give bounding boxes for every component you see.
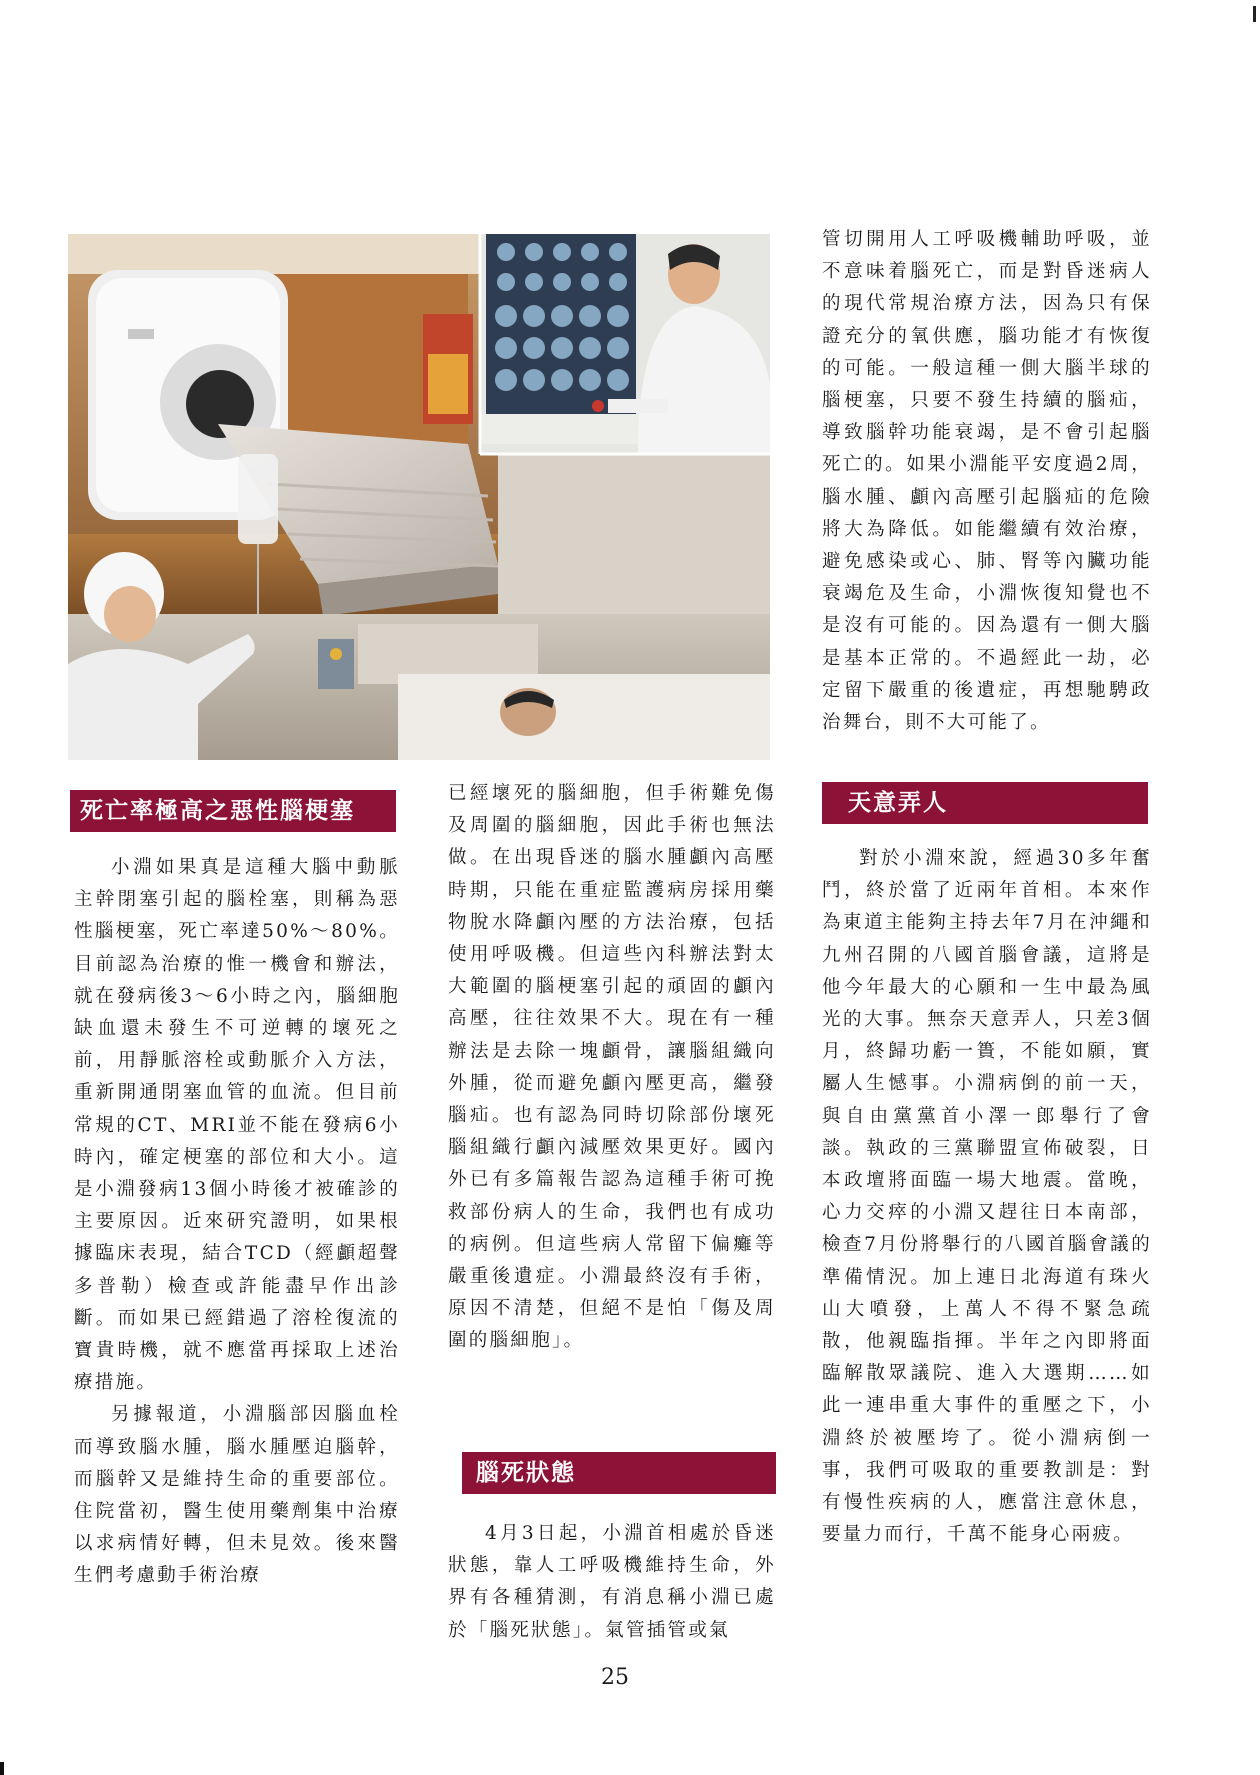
scan-edge-mark — [1253, 6, 1256, 22]
paragraph: 小淵如果真是這種大腦中動脈主幹閉塞引起的腦栓塞，則稱為惡性腦梗塞，死亡率達50%～80%。目前認為治療的惟一機會和辦法，就在發病後3～6小時之內，腦細胞缺血還未發生不可逆轉的壞死之前，用靜脈溶栓或動脈介入方法，重新開通閉塞血管的血流。但目前常規的CT、MRI並不能在發病6小時內，確定梗塞的部位和大小。這是小淵發病13個小時後才被確診的主要原因。近來研究證明，如果根據臨床表現，結合TCD（經顱超聲多普勒）檢查或許能盡早作出診斷。而如果已經錯過了溶栓復流的寶貴時機，就不應當再採取上述治療措施。 — [74, 857, 400, 1394]
paragraph: 4月3日起，小淵首相處於昏迷狀態，靠人工呼吸機維持生命，外界有各種猜測，有消息稱小淵已處於「腦死狀態」。氣管插管或氣 — [448, 1523, 776, 1641]
article-column-middle-lower — [448, 1518, 776, 1647]
paragraph: 對於小淵來說，經過30多年奮鬥，終於當了近兩年首相。本來作為東道主能夠主持去年7月在沖繩和九州召開的八國首腦會議，這將是他今年最大的心願和一生中最為風光的大事。無奈天意弄人，只差3個月，終歸功虧一簣，不能如願，實屬人生憾事。小淵病倒的前一天，與自由黨黨首小澤一郎舉行了會談。執政的三黨聯盟宣佈破裂，日本政壇將面臨一場大地震。當晚，心力交瘁的小淵又趕往日本南部，檢查7月份將舉行的八國首腦會議的準備情況。加上連日北海道有珠火山大噴發，上萬人不得不緊急疏散，他親臨指揮。半年之內即將面臨解散眾議院、進入大選期……如此一連串重大事件的重壓之下，小淵終於被壓垮了。從小淵病倒一事，我們可吸取的重要教訓是：對有慢性疾病的人，應當注意休息，要量力而行，千萬不能身心兩疲。 — [822, 848, 1152, 1546]
article-column-right-lower — [822, 843, 1152, 1551]
article-column-right — [822, 224, 1152, 739]
section-heading-fate: 天意弄人 — [822, 782, 1148, 824]
section-heading-malignant-infarction: 死亡率極高之惡性腦梗塞 — [70, 790, 396, 832]
article-column-left — [74, 852, 400, 1593]
paragraph: 已經壞死的腦細胞，但手術難免傷及周圍的腦細胞，因此手術也無法做。在出現昏迷的腦水腫顱內高壓時期，只能在重症監護病房採用藥物脫水降顱內壓的方法治療，包括使用呼吸機。但這些內科辦法對太大範圍的腦梗塞引起的頑固的顱內高壓，往往效果不大。現在有一種辦法是去除一塊顱骨，讓腦組織向外腫，從而避免顱內壓更高，繼發腦疝。也有認為同時切除部份壞死腦組織行顱內減壓效果更好。國內外已有多篇報告認為這種手術可挽救部份病人的生命，我們也有成功的病例。但這些病人常留下偏癱等嚴重後遺症。小淵最終沒有手術，原因不清楚，但絕不是怕「傷及周圍的腦細胞」。 — [448, 783, 776, 1352]
section-heading-brain-death: 腦死狀態 — [462, 1452, 776, 1494]
article-column-middle — [448, 778, 776, 1358]
paragraph: 另據報道，小淵腦部因腦血栓而導致腦水腫，腦水腫壓迫腦幹，而腦幹又是維持生命的重要部位。住院當初，醫生使用藥劑集中治療以求病情好轉，但未見效。後來醫生們考慮動手術治療 — [74, 1404, 400, 1587]
page-number: 25 — [601, 1665, 629, 1690]
hospital-photo-collage — [68, 234, 770, 760]
paragraph: 管切開用人工呼吸機輔助呼吸，並不意味着腦死亡，而是對昏迷病人的現代常規治療方法，因為只有保證充分的氧供應，腦功能才有恢復的可能。一般這種一側大腦半球的腦梗塞，只要不發生持續的腦疝，導致腦幹功能衰竭，是不會引起腦死亡的。如果小淵能平安度過2周，腦水腫、顱內高壓引起腦疝的危險將大為降低。如能繼續有效治療，避免感染或心、肺、腎等內臟功能衰竭危及生命，小淵恢復知覺也不是沒有可能的。因為還有一側大腦是基本正常的。不過經此一劫，必定留下嚴重的後遺症，再想馳騁政治舞台，則不大可能了。 — [822, 229, 1152, 734]
scan-edge-mark — [0, 1762, 4, 1775]
